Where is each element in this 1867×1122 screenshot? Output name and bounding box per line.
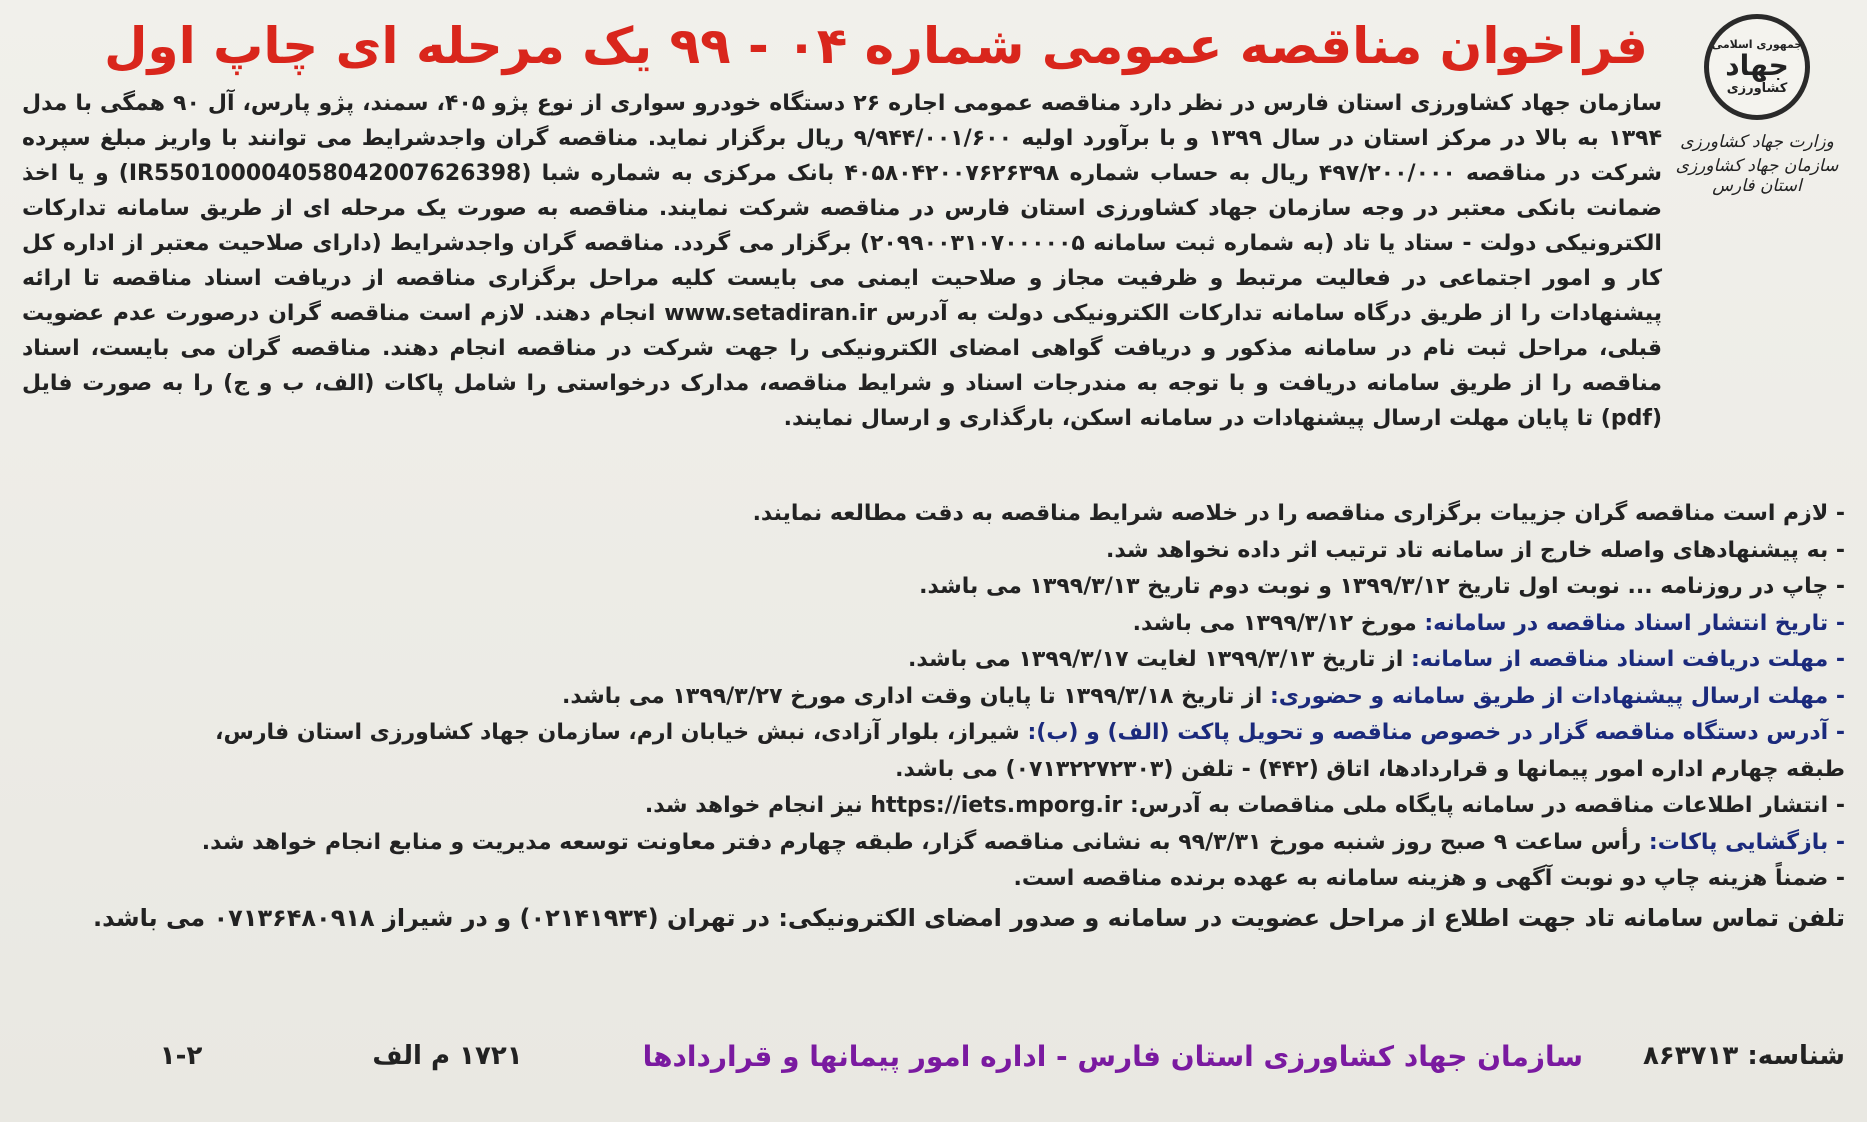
- page-number: ۱-۲: [159, 1041, 203, 1071]
- ministry-name: وزارت جهاد کشاورزی: [1680, 132, 1834, 152]
- detail-line: طبقه چهارم اداره امور پیمانها و قراردادها، اتاق (۴۴۲) - تلفن (۰۷۱۳۲۲۷۲۳۰۳) می باشد.: [895, 756, 1845, 782]
- detail-line: - مهلت دریافت اسناد مناقصه از سامانه: از تاریخ ۱۳۹۹/۳/۱۳ لغایت ۱۳۹۹/۳/۱۷ می باشد.: [908, 647, 1845, 672]
- detail-line: - چاپ در روزنامه ... نوبت اول تاریخ ۱۳۹۹/۳/۱۲ و نوبت دوم تاریخ ۱۳۹۹/۳/۱۳ می باشد.: [919, 574, 1845, 599]
- detail-line: - بازگشایی پاکات: رأس ساعت ۹ صبح روز شنبه مورخ ۹۹/۳/۳۱ به نشانی مناقصه گزار، طبقه چهارم دفتر معاونت توسعه مدیریت و منابع انجام خواهد شد.: [201, 829, 1845, 855]
- detail-line: - به پیشنهادهای واصله خارج از سامانه تاد ترتیب اثر داده نخواهد شد.: [1105, 537, 1845, 563]
- detail-line: - لازم است مناقصه گران جزییات برگزاری مناقصه را در خلاصه شرایط مناقصه به دقت مطالعه نمایند.: [752, 501, 1845, 526]
- contact-line: تلفن تماس سامانه تاد جهت اطلاع از مراحل عضویت در سامانه و صدور امضای الکترونیکی: در تهران (۰۲۱۴۱۹۳۴) و در شیراز ۰۷۱۳۶۴۸۰۹۱۸ می باشد.: [93, 903, 1845, 932]
- publication-code: ۱۷۲۱ م الف: [372, 1041, 523, 1071]
- logo-main-text: جهاد: [1725, 49, 1789, 82]
- organization-logo: [1667, 14, 1847, 196]
- notice-footer: [22, 1035, 1845, 1077]
- logo-top-text: جمهوری اسلامی: [1711, 38, 1803, 51]
- notice-title: فراخوان مناقصه عمومی شماره ۰۴ - ۹۹ یک مرحله ای چاپ اول: [104, 17, 1648, 75]
- logo-sub-text: کشاورزی: [1726, 81, 1788, 96]
- detail-line: - ضمناً هزینه چاپ دو نوبت آگهی و هزینه سامانه به عهده برنده مناقصه است.: [1013, 866, 1845, 891]
- detail-line: - انتشار اطلاعات مناقصه در سامانه پایگاه ملی مناقصات به آدرس: https://iets.mporg.ir نیز انجام خواهد شد.: [644, 793, 1845, 818]
- footer-organization: سازمان جهاد کشاورزی استان فارس - اداره امور پیمانها و قراردادها: [642, 1039, 1584, 1073]
- detail-line: - تاریخ انتشار اسناد مناقصه در سامانه: مورخ ۱۳۹۹/۳/۱۲ می باشد.: [1132, 610, 1845, 636]
- notice-body: [22, 86, 1662, 436]
- logo-emblem-icon: [1704, 14, 1810, 120]
- notice-id: شناسه: ۸۶۳۷۱۳: [1643, 1041, 1845, 1071]
- detail-line: - مهلت ارسال پیشنهادات از طریق سامانه و حضوری: از تاریخ ۱۳۹۹/۳/۱۸ تا پایان وقت اداری مورخ ۱۳۹۹/۳/۲۷ می باشد.: [562, 683, 1845, 709]
- organization-name: سازمان جهاد کشاورزی استان فارس: [1675, 156, 1839, 196]
- notice-paragraph: سازمان جهاد کشاورزی استان فارس در نظر دارد مناقصه عمومی اجاره ۲۶ دستگاه خودرو سواری از نوع پژو ۴۰۵، سمند، پژو پارس، آل ۹۰ همگی با مدل ۱۳۹۴ به بالا در مرکز استان در سال ۱۳۹۹ و با برآورد اولیه ۹/۹۴۴/۰۰۱/۶۰۰ ریال برگزار نماید. مناقصه گران واجدشرایط می توانند با واریز مبلغ سپرده شرکت در مناقصه ۴۹۷/۲۰۰/۰۰۰ ریال به حساب شماره ۴۰۵۸۰۴۲۰۰۷۶۲۶۳۹۸ بانک مرکزی به شماره شبا (IR550100004058042007626398) و یا اخذ ضمانت بانکی معتبر در وجه سازمان جهاد کشاورزی استان فارس در مناقصه شرکت نمایند. مناقصه به صورت یک مرحله ای از طریق سامانه تدارکات الکترونیکی دولت - ستاد یا تاد (به شماره ثبت سامانه ۲۰۹۹۰۰۳۱۰۷۰۰۰۰۰۵) برگزار می گردد. مناقصه گران واجدشرایط (دارای صلاحیت معتبر از اداره کل کار و امور اجتماعی در فعالیت مرتبط و ظرفیت مجاز و صلاحیت ایمنی می بایست کلیه مراحل برگزاری مناقصه از دریافت اسناد مناقصه تا ارائه پیشنهادات را از طریق درگاه سامانه تدارکات الکترونیکی دولت به آدرس www.setadiran.ir انجام دهند. لازم است مناقصه گران درصورت عدم عضویت قبلی، مراحل ثبت نام در سامانه مذکور و دریافت گواهی امضای الکترونیکی را جهت شرکت در مناقصه انجام دهند. مناقصه گران می بایست، اسناد مناقصه را از طریق سامانه دریافت و با توجه به مندرجات اسناد و شرایط مناقصه، مدارک درخواستی را شامل پاکات (الف، ب و ج) را به صورت فایل (pdf) تا پایان مهلت ارسال پیشنهادات در سامانه اسکن، بارگذاری و ارسال نمایند.: [22, 91, 1663, 431]
- detail-line: - آدرس دستگاه مناقصه گزار در خصوص مناقصه و تحویل پاکت (الف) و (ب): شیراز، بلوار آزادی، نبش خیابان ارم، سازمان جهاد کشاورزی استان فارس،: [215, 720, 1845, 745]
- notice-details: [22, 496, 1845, 936]
